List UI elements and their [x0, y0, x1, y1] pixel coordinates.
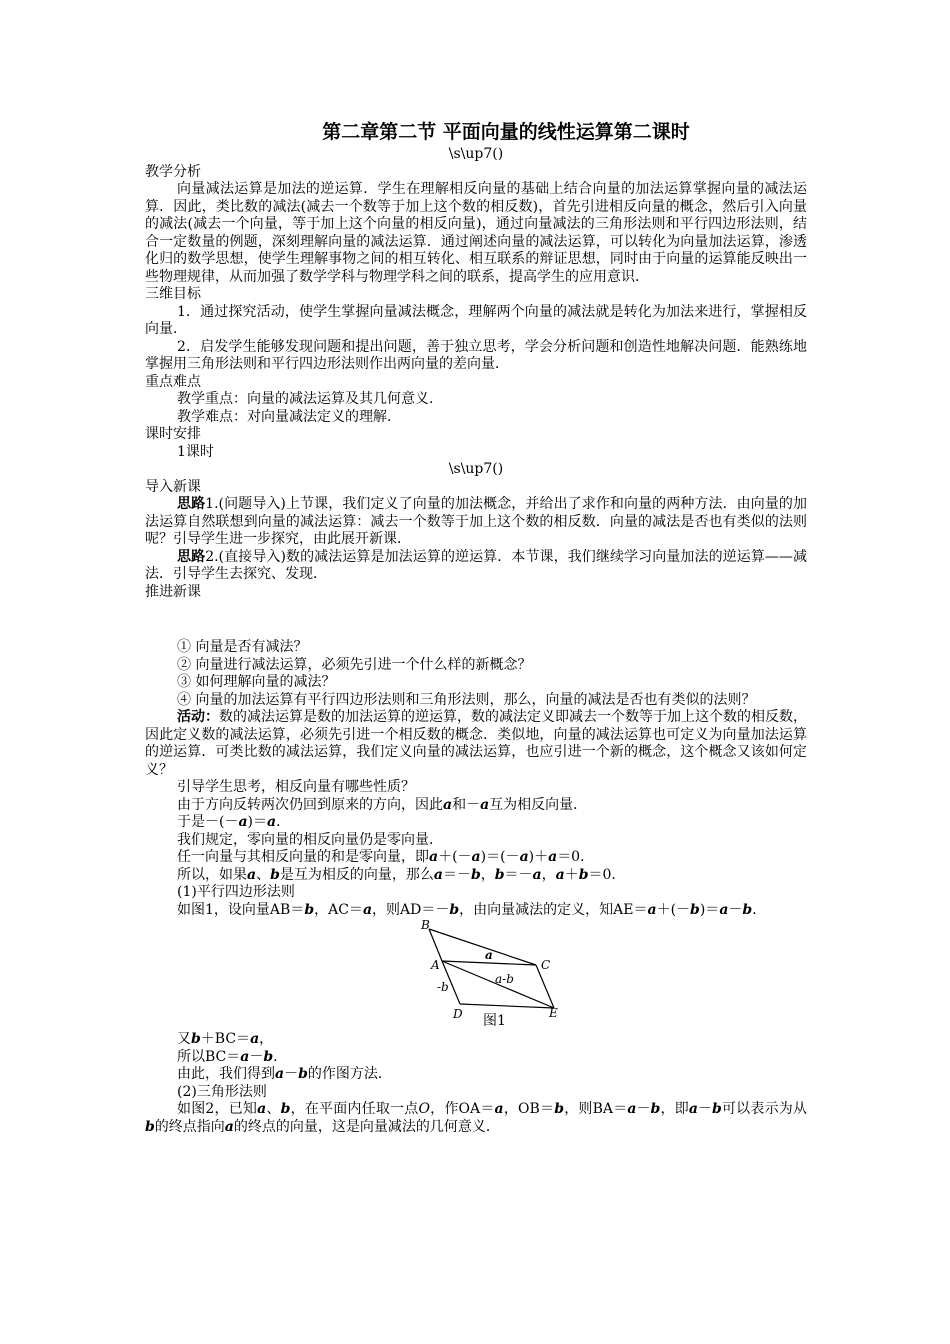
figure-caption: 图1 — [483, 1013, 506, 1029]
question-item: ① 向量是否有减法？ — [177, 639, 308, 655]
goals-heading: 三维目标 — [145, 286, 201, 302]
schedule-text: 1课时 — [177, 443, 214, 460]
text-line: 如图1，设向量AB＝b，AC＝a，则AD＝－b，由向量减法的定义，知AE＝a＋(－b)＝a－b． — [177, 901, 767, 918]
text-line: 由于方向反转两次仍回到原来的方向，因此a和－a互为相反向量． — [177, 796, 588, 813]
activity-paragraph — [145, 709, 807, 779]
activity-text: 数的减法运算是数的加法运算的逆运算，数的减法定义即减去一个数等于加上这个数的相反数，因此定义数的减法运算，必须先引进一个相反数的概念．类似地，向量的减法运算也可定义为向量加法运算的逆运算．可类比数的减法运算，我们定义向量的减法运算，也应引进一个新的概念，这个概念又该如何定义？ — [145, 709, 807, 778]
goal-item: 2．启发学生能够发现问题和提出问题，善于独立思考，学会分析问题和创造性地解决问题．能熟练地掌握用三角形法则和平行四边形法则作出两向量的差向量． — [145, 338, 807, 372]
label-amb-vector: a-b — [495, 972, 514, 986]
keypoint-item: 教学难点：对向量减法定义的理解． — [177, 408, 401, 425]
text-line: 任一向量与其相反向量的和是零向量，即a＋(－a)＝(－a)＋a＝0． — [177, 849, 595, 865]
schedule-heading: 课时安排 — [145, 426, 201, 442]
label-a-vector: a — [485, 948, 493, 962]
goal-item: 1．通过探究活动，使学生掌握向量减法概念，理解两个向量的减法就是转化为加法来进行，掌握相反向量． — [145, 303, 807, 337]
document-page — [145, 120, 807, 1136]
text-line: 所以，如果a、b是互为相反的向量，那么a＝－b，b＝－a，a＋b＝0． — [177, 866, 626, 883]
rule-heading: (2)三角形法则 — [177, 1083, 267, 1100]
keypoint-item: 教学重点：向量的减法运算及其几何意义． — [177, 391, 443, 407]
newlesson-heading: 推进新课 — [145, 583, 201, 600]
text-line: 引导学生思考，相反向量有哪些性质？ — [177, 779, 415, 795]
text-line: 由此，我们得到a－b的作图方法． — [177, 1066, 392, 1082]
text-line: 所以BC＝a－b． — [177, 1048, 288, 1065]
text-line: 如图2，已知a、b，在平面内任取一点O，作OA＝a，OB＝b，则BA＝a－b，即a－b可以表示为从b的终点指向a的终点的向量，这是向量减法的几何意义． — [145, 1101, 807, 1135]
edge-ab — [429, 929, 442, 961]
intro-heading: 导入新课 — [145, 478, 201, 495]
analysis-heading: 教学分析 — [145, 163, 201, 180]
label-a-point: A — [431, 958, 440, 972]
question-item: ③ 如何理解向量的减法？ — [177, 674, 336, 690]
label-mb-vector: -b — [437, 980, 449, 994]
page-title: 第二章第二节 平面向量的线性运算第二课时 — [322, 121, 690, 143]
field-marker: \s\up7() — [448, 461, 504, 477]
text-line: 又b＋BC＝a， — [177, 1031, 274, 1047]
figure-1 — [145, 919, 807, 1031]
label-c-point: C — [541, 958, 551, 972]
idea-text: 2.(直接导入)数的减法运算是加法运算的逆运算．本节课，我们继续学习向量加法的逆运算——减法．引导学生去探究、发现． — [145, 548, 808, 582]
keypoints-heading: 重点难点 — [145, 373, 201, 390]
idea-text: 1.(问题导入)上节课，我们定义了向量的加法概念，并给出了求作和向量的两种方法．由向量的加法运算自然联想到向量的减法运算：减去一个数等于加上这个数的相反数．向量的减法是否也有类似的法则呢？引导学生进一步探究，由此展开新课． — [145, 496, 808, 547]
text-line: 于是－(－a)＝a． — [177, 814, 291, 830]
idea-label: 思路 — [177, 548, 206, 565]
field-marker: \s\up7() — [448, 146, 504, 162]
intro-idea-1 — [145, 496, 807, 549]
text-line: 我们规定，零向量的相反向量仍是零向量． — [177, 831, 443, 848]
question-item: ② 向量进行减法运算，必须先引进一个什么样的新概念？ — [177, 656, 532, 673]
edge-de — [460, 1004, 554, 1008]
label-e-point: E — [549, 1006, 558, 1020]
activity-label: 活动： — [177, 709, 219, 725]
idea-label: 思路 — [177, 496, 206, 512]
question-item: ④ 向量的加法运算有平行四边形法则和三角形法则，那么，向量的减法是否也有类似的法则？ — [177, 691, 756, 708]
rule-heading: (1)平行四边形法则 — [177, 884, 295, 900]
analysis-paragraph: 向量减法运算是加法的逆运算．学生在理解相反向量的基础上结合向量的加法运算掌握向量的减法运算．因此，类比数的减法(减去一个数等于加上这个数的相反数)，首先引进相反向量的概念，然后引入向量的减法(减去一个向量，等于加上这个向量的相反向量)，通过向量减法的三角形法则和平行四边形法则，结合一定数量的例题，深刻理解向量的减法运算．通过阐述向量的减法运算，可以转化为向量加法运算，渗透化归的数学思想，使学生理解事物之间的相互转化、相互联系的辩证思想，同时由于向量的运算能反映出一些物理规律，从而加强了数学学科与物理学科之间的联系，提高学生的应用意识． — [145, 181, 807, 285]
label-b-point: B — [421, 918, 430, 932]
edge-bc — [429, 929, 536, 965]
label-d-point: D — [453, 1007, 463, 1021]
intro-idea-2 — [145, 549, 807, 584]
